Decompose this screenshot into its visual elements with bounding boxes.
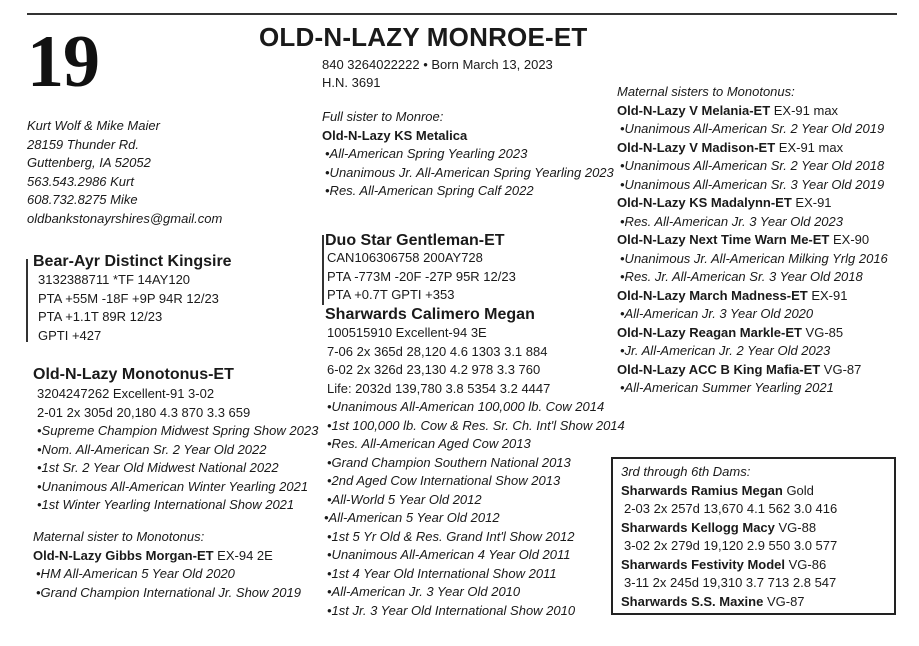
registration-line: 840 3264022222 • Born March 13, 2023 (322, 57, 553, 72)
sister-honor: •Unanimous All-American Sr. 2 Year Old 2018 (620, 158, 885, 173)
dam-honor: •1st Winter Yearling International Show 2021 (37, 497, 295, 512)
sister-score: EX-91 (791, 195, 832, 210)
dam-line: 3204247262 Excellent-91 3-02 (37, 386, 215, 401)
dam-entry-name: Sharwards Festivity Model (621, 556, 785, 572)
granddam-honor: •1st 100,000 lb. Cow & Res. Sr. Ch. Int'l Show 2014 (327, 417, 625, 433)
sister-entry (617, 287, 888, 306)
dam-entry-record: 3-02 2x 279d 19,120 2.9 550 3.0 577 (624, 538, 838, 553)
dams-box (611, 457, 896, 615)
grandsire-line: PTA +0.7T GPTI +353 (327, 287, 455, 302)
owner-city: Guttenberg, IA 52052 (27, 155, 151, 170)
dam-entry-score: VG-86 (785, 556, 827, 572)
sister-honor: •Res. Jr. All-American Sr. 3 Year Old 2018 (620, 269, 863, 284)
sister-score: EX-91 (807, 287, 848, 303)
sister-name: Old-N-Lazy KS Madalynn-ET (617, 195, 792, 210)
sister-entry (617, 139, 888, 158)
herd-number: H.N. 3691 (322, 75, 381, 90)
sister-score: VG-87 (820, 361, 862, 377)
sister-name: Old-N-Lazy V Melania-ET (617, 102, 771, 118)
full-sister-honor: •Res. All-American Spring Calf 2022 (325, 183, 534, 198)
granddam-honor: •1st 4 Year Old International Show 2011 (327, 565, 557, 581)
dam-honor: •Nom. All-American Sr. 2 Year Old 2022 (37, 441, 267, 457)
owner-email[interactable]: oldbankstonayrshires@gmail.com (27, 210, 223, 226)
sister-honor: •All-American Summer Yearling 2021 (620, 380, 834, 395)
granddam-honor: •1st 5 Yr Old & Res. Grand Int'l Show 2012 (327, 528, 575, 544)
section-heading: Full sister to Monroe: (322, 109, 444, 124)
sire-name: Bear-Ayr Distinct Kingsire (33, 253, 232, 270)
sister-score: EX-90 (829, 232, 870, 247)
sister-name: Old-N-Lazy March Madness-ET (617, 287, 808, 303)
sister-score: EX-91 max (770, 102, 839, 118)
granddam-name: Sharwards Calimero Megan (325, 306, 535, 323)
dam-entry-name: Sharwards Kellogg Macy (621, 519, 775, 535)
sister-entry (617, 231, 888, 250)
dam-entry-score: VG-87 (763, 593, 805, 609)
granddam-honor: •1st Jr. 3 Year Old International Show 2010 (327, 602, 576, 618)
sister-name: Old-N-Lazy ACC B King Mafia-ET (617, 361, 821, 377)
granddam-line: 6-02 2x 326d 23,130 4.2 978 3.3 760 (327, 362, 541, 377)
dam-entry (621, 482, 837, 501)
top-rule (27, 13, 897, 15)
dam-name: Old-N-Lazy Monotonus-ET (33, 366, 234, 383)
full-sister-block (322, 108, 614, 201)
dam-stats (37, 385, 318, 515)
sister-honor: •Grand Champion International Jr. Show 2019 (36, 584, 301, 600)
sire-line: 3132388711 *TF 14AY120 (38, 272, 191, 287)
dams-box-heading: 3rd through 6th Dams: (621, 464, 751, 479)
dam-entry (621, 556, 837, 575)
full-sister-honor: •All-American Spring Yearling 2023 (325, 146, 528, 161)
owner-names: Kurt Wolf & Mike Maier (27, 118, 160, 133)
grandsire-stats (327, 249, 516, 305)
owner-address: 28159 Thunder Rd. (27, 136, 140, 152)
dam-honor: •Supreme Champion Midwest Spring Show 2023 (37, 423, 319, 438)
dam-entry (621, 519, 837, 538)
dam-line: 2-01 2x 305d 20,180 4.3 870 3.3 659 (37, 404, 251, 420)
granddam-honor: •Unanimous All-American 4 Year Old 2011 (327, 547, 571, 562)
sire-bracket (26, 259, 28, 342)
maternal-grandsire-name: Duo Star Gentleman-ET (325, 232, 505, 249)
full-sister-name: Old-N-Lazy KS Metalica (322, 127, 468, 143)
sire-stats (38, 271, 219, 345)
section-heading: Maternal sister to Monotonus: (33, 529, 205, 544)
sister-honor: •HM All-American 5 Year Old 2020 (36, 566, 235, 581)
sister-honor: •Jr. All-American Jr. 2 Year Old 2023 (620, 343, 831, 358)
dam-honor: •Unanimous All-American Winter Yearling 2021 (37, 478, 309, 494)
granddam-stats (324, 324, 625, 620)
dam-entry-name: Sharwards Ramius Megan (621, 482, 783, 498)
sister-entry (617, 194, 888, 213)
sister-name: Old-N-Lazy Reagan Markle-ET (617, 324, 802, 340)
dam-entry-score: VG-88 (774, 519, 817, 535)
owner-phone-kurt: 563.543.2986 Kurt (27, 173, 134, 189)
granddam-honor: •Res. All-American Aged Cow 2013 (327, 436, 531, 451)
sister-honor: •All-American Jr. 3 Year Old 2020 (620, 306, 814, 321)
sister-honor: •Unanimous Jr. All-American Milking Yrlg 2016 (620, 250, 888, 266)
granddam-honor: •Grand Champion Southern National 2013 (327, 454, 571, 470)
maternal-sisters-right (617, 83, 888, 398)
dam-entry-record: 3-11 2x 245d 19,310 3.7 713 2.8 547 (624, 575, 837, 590)
owner-block (27, 117, 222, 228)
granddam-line: 100515910 Excellent-94 3E (327, 325, 487, 340)
grandsire-line: CAN106306758 200AY728 (327, 250, 483, 265)
sister-honor: •Res. All-American Jr. 3 Year Old 2023 (620, 213, 843, 229)
sister-honor: •Unanimous All-American Sr. 3 Year Old 2019 (620, 176, 885, 192)
granddam-honor: •All-American 5 Year Old 2012 (324, 510, 500, 525)
granddam-honor: •All-World 5 Year Old 2012 (327, 491, 482, 507)
cow-name-title: OLD-N-LAZY MONROE-ET (259, 22, 588, 52)
granddam-honor: •All-American Jr. 3 Year Old 2010 (327, 584, 521, 599)
sire-line: PTA +55M -18F +9P 94R 12/23 (38, 290, 219, 306)
maternal-sister-left (33, 528, 301, 602)
granddam-honor: •2nd Aged Cow International Show 2013 (327, 473, 561, 488)
sister-entry (33, 547, 301, 566)
full-sister-honor: •Unanimous Jr. All-American Spring Yearling 2023 (325, 164, 614, 180)
dam-entry-score: Gold (782, 482, 814, 498)
grandsire-bracket (322, 235, 324, 305)
sister-score: EX-91 max (775, 139, 844, 155)
granddam-line: 7-06 2x 365d 28,120 4.6 1303 3.1 884 (327, 343, 548, 359)
dam-entry-name: Sharwards S.S. Maxine (621, 593, 764, 609)
sire-line: PTA +1.1T 89R 12/23 (38, 309, 163, 324)
sister-name: Old-N-Lazy Next Time Warn Me-ET (617, 232, 830, 247)
dam-honor: •1st Sr. 2 Year Old Midwest National 2022 (37, 460, 279, 475)
sister-score: VG-85 (801, 324, 844, 340)
sister-entry (617, 324, 888, 343)
granddam-line: Life: 2032d 139,780 3.8 5354 3.2 4447 (327, 380, 551, 396)
sister-score: EX-94 2E (213, 547, 273, 563)
lot-number: 19 (27, 21, 99, 103)
sister-entry (617, 361, 888, 380)
dam-entry (621, 593, 837, 612)
section-heading: Maternal sisters to Monotonus: (617, 84, 795, 99)
granddam-honor: •Unanimous All-American 100,000 lb. Cow 2014 (327, 399, 605, 414)
owner-phone-mike: 608.732.8275 Mike (27, 192, 138, 207)
sister-name: Old-N-Lazy Gibbs Morgan-ET (33, 547, 214, 563)
grandsire-line: PTA -773M -20F -27P 95R 12/23 (327, 268, 516, 284)
sister-entry (617, 102, 888, 121)
sire-line: GPTI +427 (38, 327, 102, 343)
dam-entry-record: 2-03 2x 257d 13,670 4.1 562 3.0 416 (624, 501, 838, 516)
sister-name: Old-N-Lazy V Madison-ET (617, 139, 776, 155)
sister-honor: •Unanimous All-American Sr. 2 Year Old 2019 (620, 121, 885, 136)
